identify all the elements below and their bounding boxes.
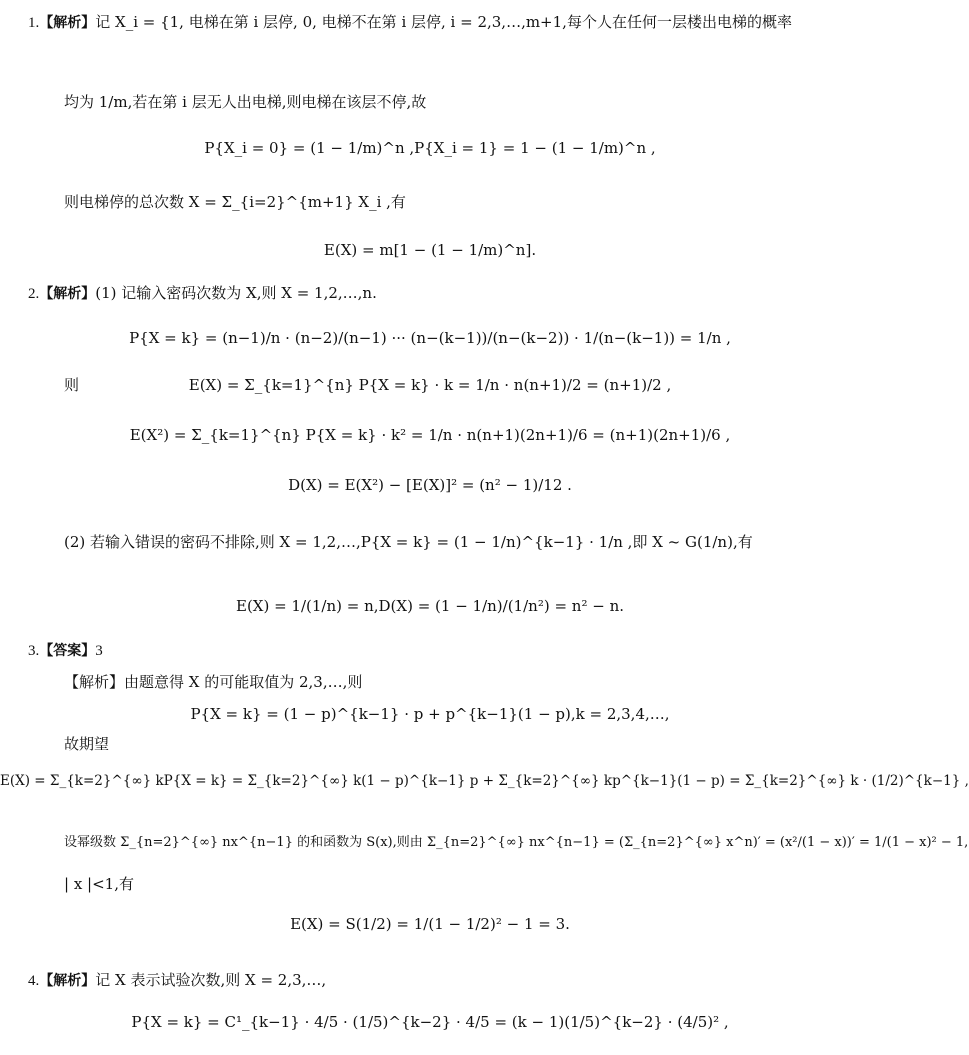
text-line: 【解析】由题意得 X 的可能取值为 2,3,…,则 [64,673,363,691]
item-tag: 【解析】 [39,973,96,989]
item-tag: 【解析】 [39,286,96,302]
formula: D(X) = E(X²) − [E(X)]² = (n² − 1)/12 . [288,476,572,494]
text-line: 记 X_i = {1, 电梯在第 i 层停, 0, 电梯不在第 i 层停, i = 2,3,…,m+1,每个人在任何一层楼出电梯的概率 [95,13,792,31]
formula: E(X) = m[1 − (1 − 1/m)^n]. [323,241,537,259]
answer-value: 3 [95,643,103,659]
formula: E(X²) = Σ_{k=1}^{n} P{X = k} · k² = 1/n · n(n+1)(2n+1)/6 = (n+1)(2n+1)/6 , [129,426,731,444]
formula: P{X_i = 0} = (1 − 1/m)^n ,P{X_i = 1} = 1 − (1 − 1/m)^n , [204,139,656,157]
item-1-line-1 [28,12,792,33]
formula: E(X) = 1/(1/n) = n,D(X) = (1 − 1/n)/(1/n²) = n² − n. [236,597,624,615]
formula: P{X = k} = (1 − p)^{k−1} · p + p^{k−1}(1 − p),k = 2,3,4,…, [190,705,670,723]
formula: P{X = k} = C¹_{k−1} · 4/5 · (1/5)^{k−2} · 4/5 = (k − 1)(1/5)^{k−2} · (4/5)² , [131,1013,729,1031]
text-line: 故期望 [64,735,110,753]
item-tag: 【答案】 [39,643,96,659]
item-2-line-1 [28,283,377,304]
text-line: (2) 若输入错误的密码不排除,则 X = 1,2,…,P{X = k} = (1 − 1/n)^{k−1} · 1/n ,即 X ~ G(1/n),有 [64,533,753,551]
item-4-line-1 [28,970,326,991]
formula: P{X = k} = (n−1)/n · (n−2)/(n−1) ··· (n−(k−1))/(n−(k−2)) · 1/(n−(k−1)) = 1/n , [129,329,731,347]
formula: E(X) = S(1/2) = 1/(1 − 1/2)² − 1 = 3. [290,915,570,933]
formula: E(X) = Σ_{k=1}^{n} P{X = k} · k = 1/n · n(n+1)/2 = (n+1)/2 , [188,376,672,394]
item-number: 3. [28,643,40,659]
text-line: 均为 1/m,若在第 i 层无人出电梯,则电梯在该层不停,故 [64,93,427,111]
text-line: 设幂级数 Σ_{n=2}^{∞} nx^{n−1} 的和函数为 S(x),则由 Σ_{n=2}^{∞} nx^{n−1} = (Σ_{n=2}^{∞} x^n)′ = (x²/(1 − x))′ = 1/(1 − x)² − 1, [64,835,969,850]
text-line: (1) 记输入密码次数为 X,则 X = 1,2,…,n. [95,284,377,302]
formula: E(X) = Σ_{k=2}^{∞} kP{X = k} = Σ_{k=2}^{∞} k(1 − p)^{k−1} p + Σ_{k=2}^{∞} kp^{k−1}(1 − p) = Σ_{k=2}^{∞} k · (1/2)^{k−1} , [0,773,969,789]
item-number: 4. [28,973,40,989]
item-tag: 【解析】 [39,15,96,31]
item-number: 1. [28,15,40,31]
text-line: 则电梯停的总次数 X = Σ_{i=2}^{m+1} X_i ,有 [64,193,406,211]
text-line: 记 X 表示试验次数,则 X = 2,3,…, [95,971,327,989]
item-3-line-1 [28,640,103,661]
item-number: 2. [28,286,40,302]
text-line: | x |<1,有 [64,875,134,893]
text-line: 则 [64,376,80,394]
